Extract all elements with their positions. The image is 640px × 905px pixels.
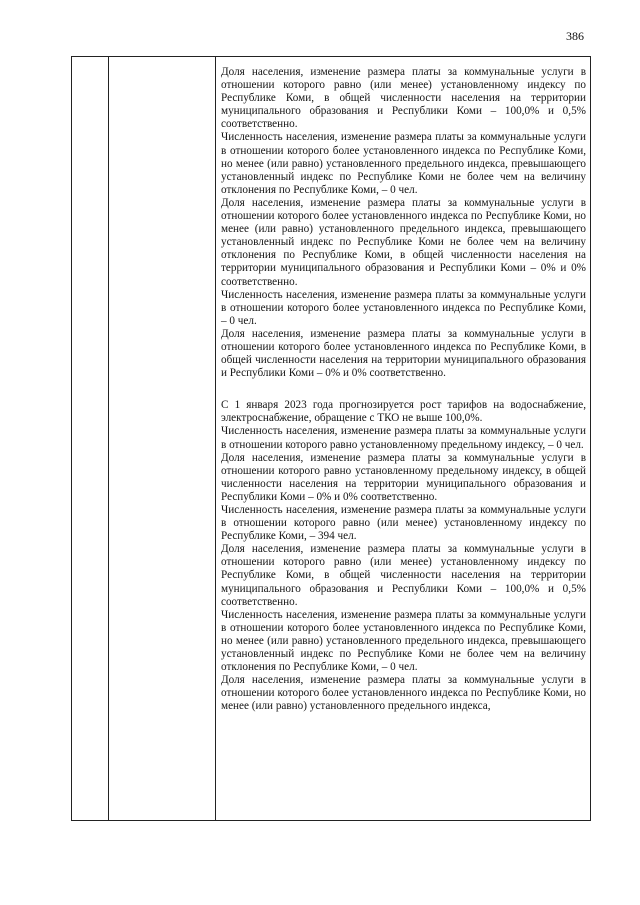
paragraph: С 1 января 2023 года прогнозируется рост тарифов на водоснабжение, электроснабжение, обращение с ТКО не выше 100,0%. xyxy=(221,399,586,425)
text-cell xyxy=(216,57,591,821)
paragraph: Доля населения, изменение размера платы за коммунальные услуги в отношении которого более установленного индекса по Республике Коми, в общей численности населения на территории муниципального образования и Республики Коми – 0% и 0% соответственно. xyxy=(221,327,586,380)
paragraph: Численность населения, изменение размера платы за коммунальные услуги в отношении которого более установленного индекса по Республике Коми, – 0 чел. xyxy=(221,288,586,327)
paragraph: Доля населения, изменение размера платы за коммунальные услуги в отношении которого более установленного индекса по Республике Коми, но менее (или равно) установленного предельного индекса, xyxy=(221,674,586,713)
empty-cell-second xyxy=(109,57,216,821)
blank-line xyxy=(221,380,586,399)
paragraph: Численность населения, изменение размера платы за коммунальные услуги в отношении которого более установленного индекса по Республике Коми, но менее (или равно) установленного предельного индекса, превышающего установленный индекс по Республике Коми не более чем на величину отклонения по Республике Коми, – 0 чел. xyxy=(221,608,586,674)
paragraph: Численность населения, изменение размера платы за коммунальные услуги в отношении которого равно (или менее) установленному индексу по Республике Коми, – 394 чел. xyxy=(221,504,586,543)
page-number: 386 xyxy=(566,29,584,43)
paragraph: Доля населения, изменение размера платы за коммунальные услуги в отношении которого равно установленному предельному индексу, в общей численности населения на территории муниципального образования и Республики Коми – 0% и 0% соответственно. xyxy=(221,451,586,503)
document-table xyxy=(71,56,591,821)
paragraph: Численность населения, изменение размера платы за коммунальные услуги в отношении которого более установленного индекса по Республике Коми, но менее (или равно) установленного предельного индекса, превышающего установленный индекс по Республике Коми не более чем на величину отклонения по Республике Коми, – 0 чел. xyxy=(221,131,586,196)
empty-cell-first xyxy=(72,57,109,821)
paragraph: Доля населения, изменение размера платы за коммунальные услуги в отношении которого равно (или менее) установленному индексу по Республике Коми, в общей численности населения на территории муниципального образования и Республики Коми – 100,0% и 0,5% соответственно. xyxy=(221,66,586,131)
table-row xyxy=(72,57,591,821)
paragraph: Численность населения, изменение размера платы за коммунальные услуги в отношении которого равно установленному предельному индексу, – 0 чел. xyxy=(221,425,586,451)
paragraph: Доля населения, изменение размера платы за коммунальные услуги в отношении которого более установленного индекса по Республике Коми, но менее (или равно) установленного предельного индекса, превышающего установленный индекс по Республике Коми не более чем на величину отклонения по Республике Коми, в общей численности населения на территории муниципального образования и Республики Коми – 0% и 0% соответственно. xyxy=(221,196,586,288)
paragraph: Доля населения, изменение размера платы за коммунальные услуги в отношении которого равно (или менее) установленному индексу по Республике Коми, в общей численности населения на территории муниципального образования и Республики Коми – 100,0% и 0,5% соответственно. xyxy=(221,543,586,608)
